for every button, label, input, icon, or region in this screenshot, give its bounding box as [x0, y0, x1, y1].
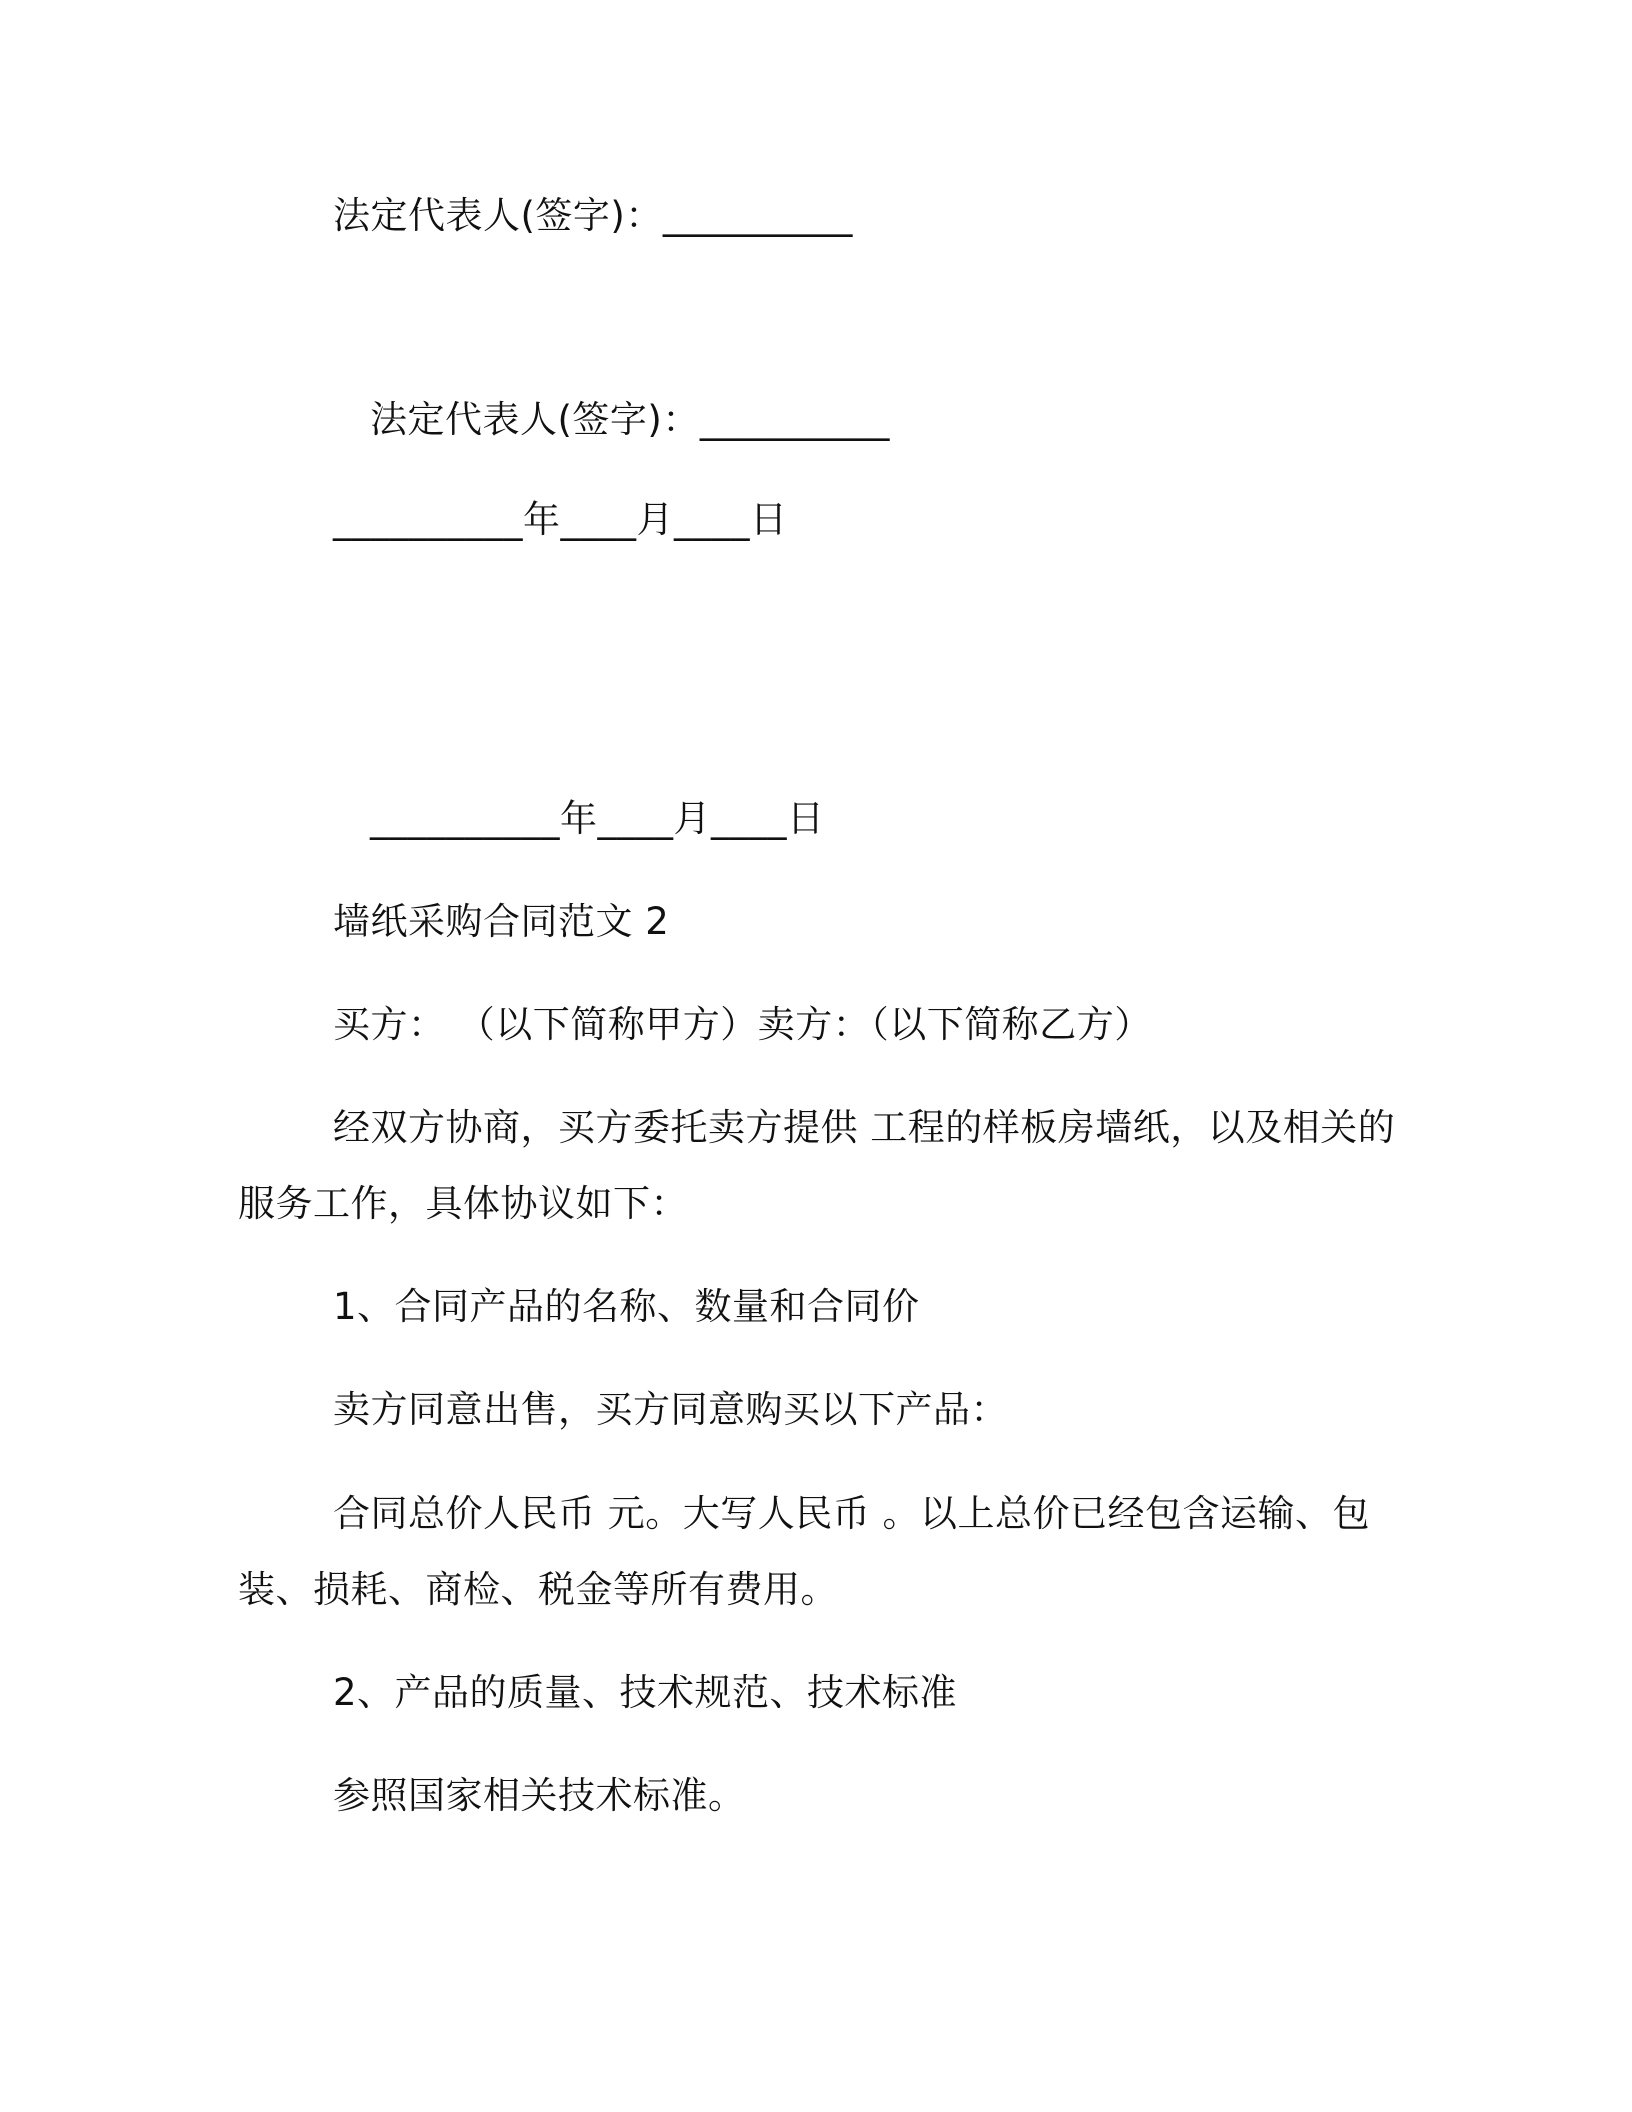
signature-line-2: 法定代表人(签字)：__________ — [370, 398, 890, 441]
section-2-title: 2、产品的质量、技术规范、技术标准 — [333, 1671, 958, 1714]
contract-heading: 墙纸采购合同范文 2 — [333, 900, 670, 943]
date-line-1: __________年____月____日 — [333, 498, 788, 541]
section-1-text: 卖方同意出售，买方同意购买以下产品： — [333, 1388, 1008, 1431]
intro-line-1: 经双方协商，买方委托卖方提供 工程的样板房墙纸，以及相关的 — [333, 1106, 1396, 1149]
price-line-1: 合同总价人民币 元。大写人民币 。以上总价已经包含运输、包 — [333, 1492, 1371, 1535]
date-line-2: __________年____月____日 — [370, 797, 825, 840]
parties-line: 买方： （以下简称甲方）卖方：（以下简称乙方） — [333, 1003, 1152, 1046]
section-2-text: 参照国家相关技术标准。 — [333, 1774, 746, 1817]
intro-line-2: 服务工作，具体协议如下： — [238, 1182, 688, 1225]
signature-line-1: 法定代表人(签字)：__________ — [333, 194, 853, 237]
section-1-title: 1、合同产品的名称、数量和合同价 — [333, 1285, 920, 1328]
price-line-2: 装、损耗、商检、税金等所有费用。 — [238, 1568, 838, 1611]
